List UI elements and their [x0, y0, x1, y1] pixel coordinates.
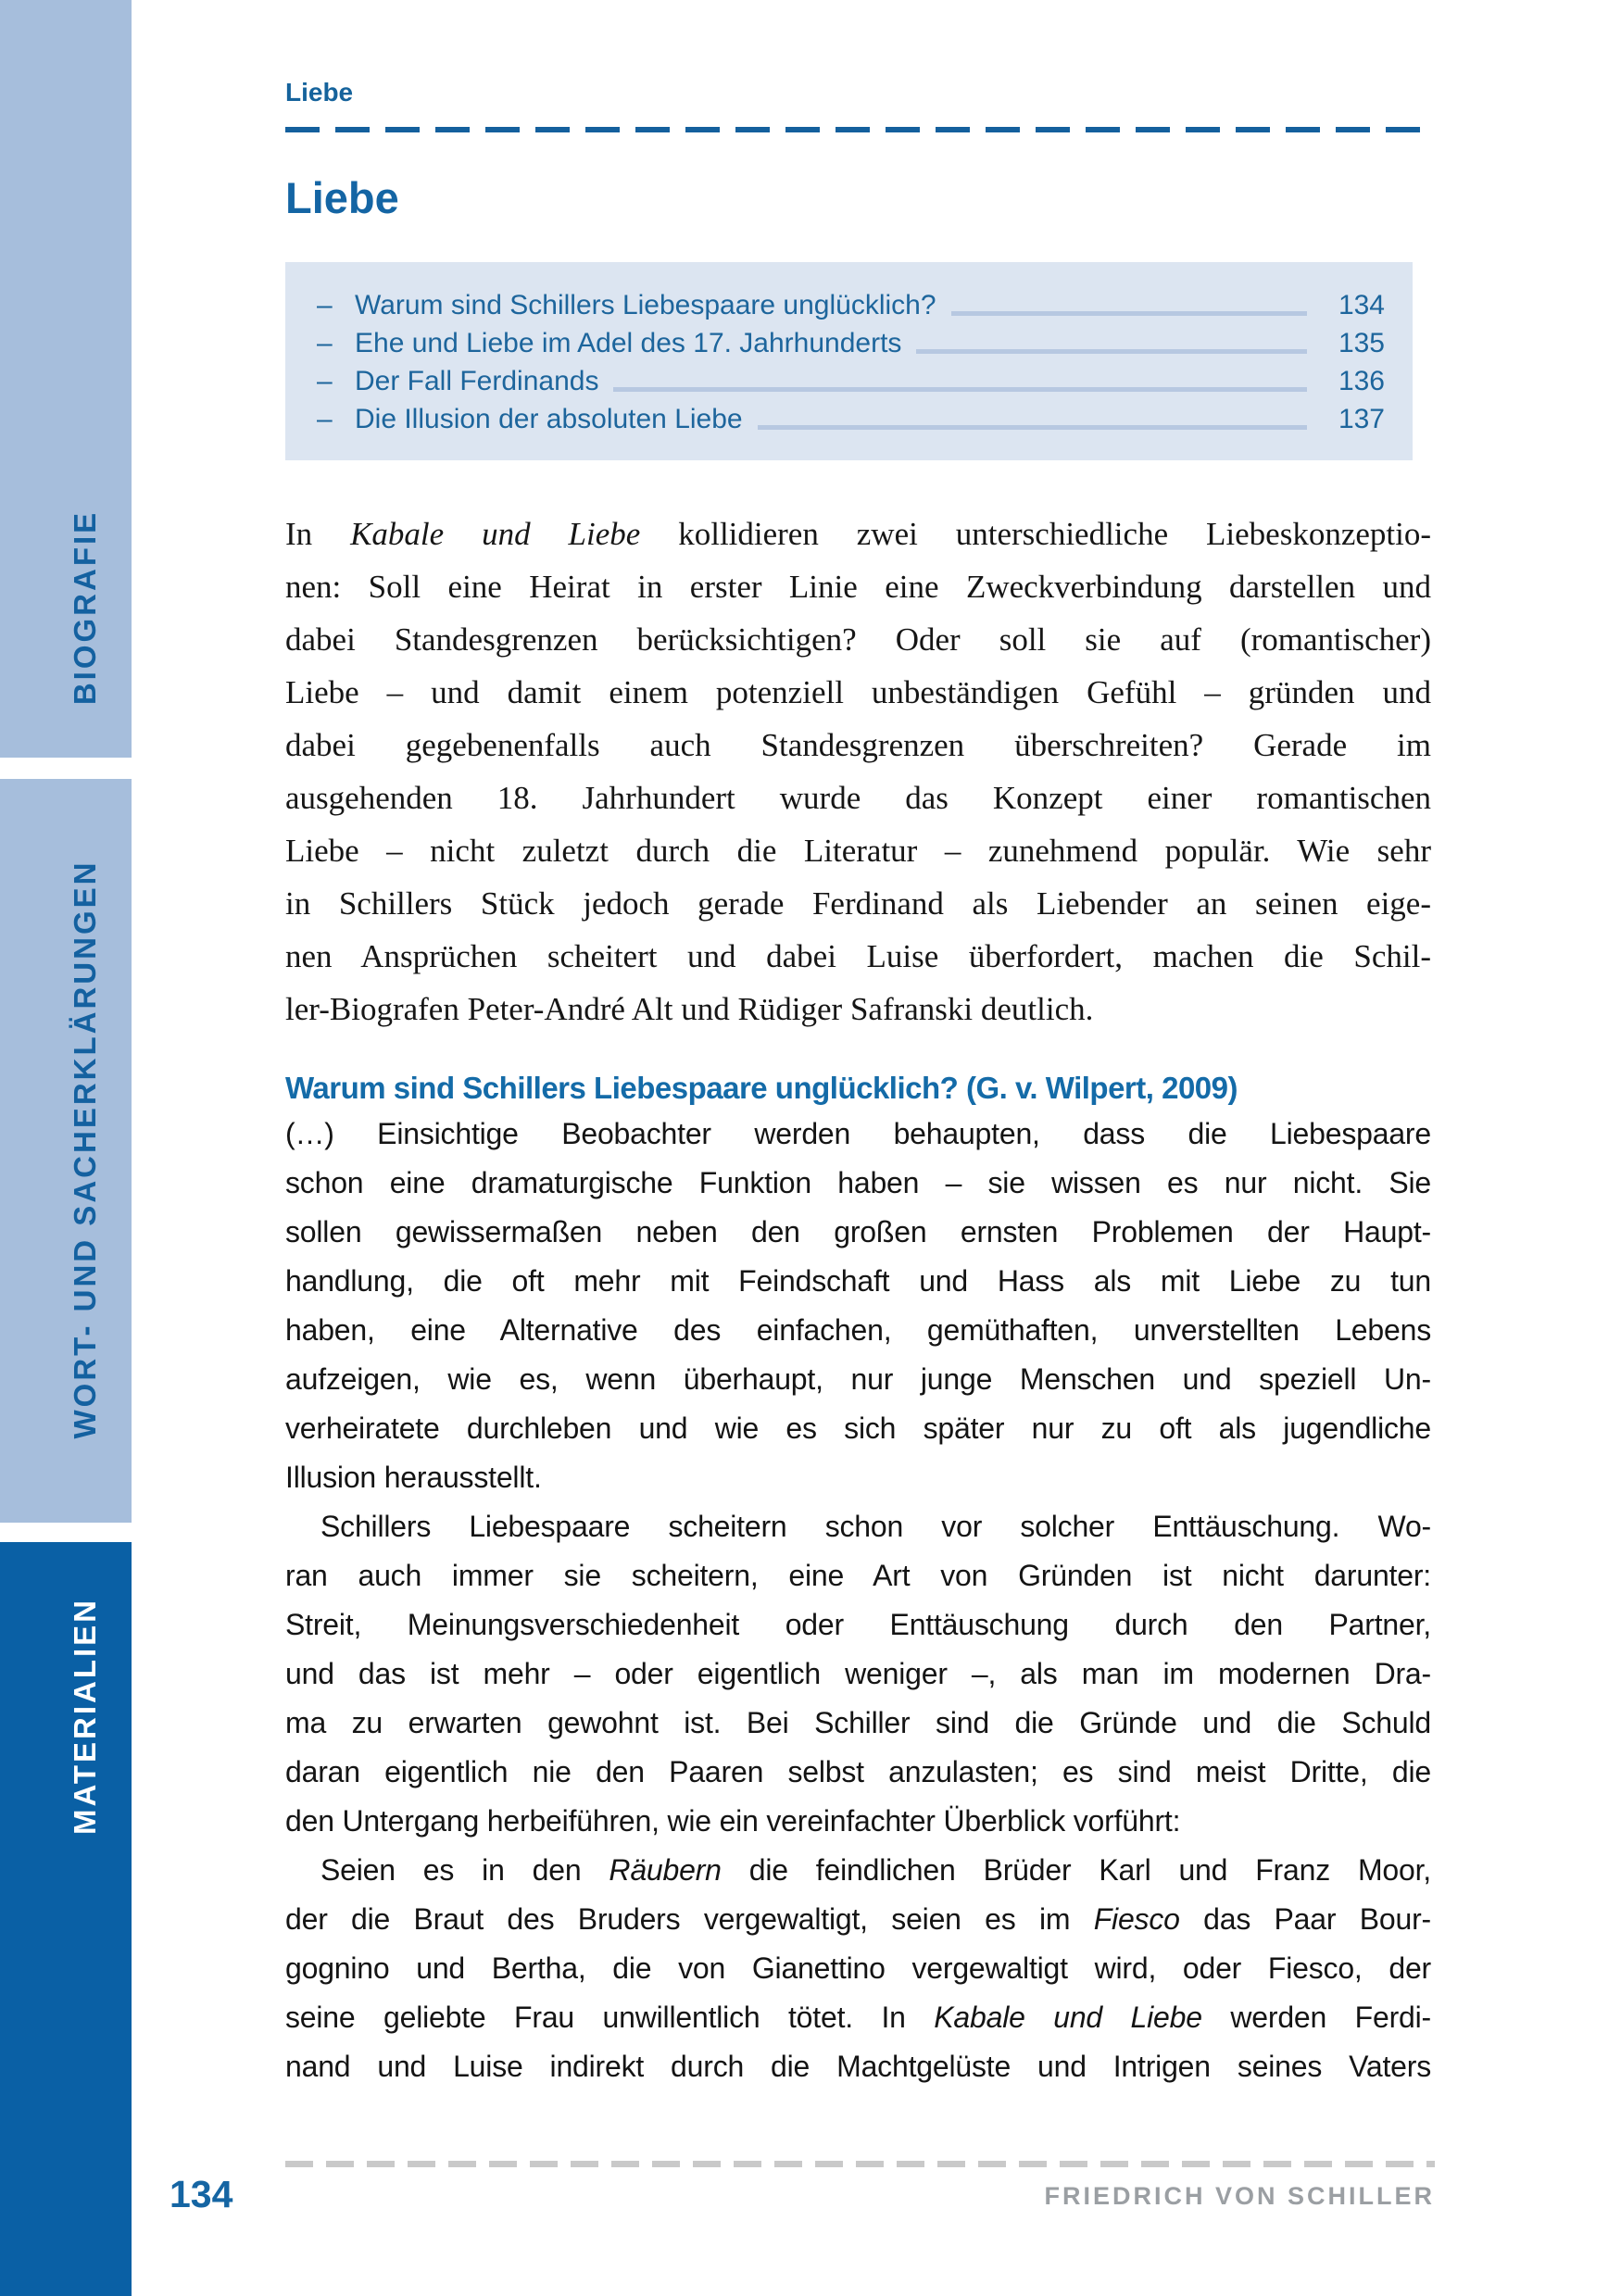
text-line: Illusion herausstellt.: [285, 1461, 542, 1494]
sidebar-tab-wort-und-sacherkl-rungen: [0, 779, 132, 1523]
toc-bullet: –: [317, 404, 333, 434]
intro-paragraph: [285, 508, 1431, 1035]
toc-item-label: Warum sind Schillers Liebespaare unglücklich?: [355, 290, 936, 320]
text-line: Seien es in den Räubern die feindlichen Brüder Karl und Franz Moor,: [320, 1853, 1431, 1887]
text-line: ma zu erwarten gewohnt ist. Bei Schiller sind die Gründe und die Schuld: [285, 1706, 1431, 1739]
toc-leader-line: [916, 349, 1307, 354]
toc-item: [317, 400, 1385, 438]
text-line: verheiratete durchleben und wie es sich später nur zu oft als jugendliche: [285, 1411, 1431, 1445]
paragraph: [285, 1846, 1431, 2091]
toc-page-number: 134: [1338, 290, 1385, 320]
toc-bullet: –: [317, 328, 333, 358]
text-line: dabei Standesgrenzen berücksichtigen? Oder soll sie auf (romantischer): [285, 621, 1431, 658]
text-line: sollen gewissermaßen neben den großen ernsten Problemen der Haupt-: [285, 1215, 1431, 1248]
toc-bullet: –: [317, 290, 333, 320]
toc-item-label: Die Illusion der absoluten Liebe: [355, 404, 743, 434]
text-line: Streit, Meinungsverschiedenheit oder Enttäuschung durch den Partner,: [285, 1608, 1431, 1641]
text-line: den Untergang herbeiführen, wie ein vereinfachter Überblick vorführt:: [285, 1804, 1181, 1838]
toc-leader-line: [951, 311, 1307, 316]
toc-item-label: Ehe und Liebe im Adel des 17. Jahrhunderts: [355, 328, 902, 358]
text-line: gognino und Bertha, die von Gianettino vergewaltigt wird, oder Fiesco, der: [285, 1951, 1431, 1985]
text-line: ran auch immer sie scheitern, eine Art von Gründen ist nicht darunter:: [285, 1559, 1431, 1592]
sidebar-tab-label: MATERIALIEN: [68, 1597, 102, 1836]
toc-box: [285, 262, 1413, 460]
sidebar-tab-materialien: [0, 1542, 132, 2296]
text-line: nen: Soll eine Heirat in erster Linie eine Zweckverbindung darstellen und: [285, 569, 1431, 605]
text-line: Liebe – nicht zuletzt durch die Literatur – zunehmend populär. Wie sehr: [285, 833, 1431, 869]
text-line: dabei gegebenenfalls auch Standesgrenzen überschreiten? Gerade im: [285, 727, 1431, 763]
text-line: nand und Luise indirekt durch die Machtgelüste und Intrigen seines Vaters: [285, 2050, 1431, 2083]
header-dashed-rule: [285, 127, 1435, 132]
toc-item: [317, 324, 1385, 362]
text-line: nen Ansprüchen scheitert und dabei Luise überfordert, machen die Schil-: [285, 938, 1431, 974]
toc-item: [317, 362, 1385, 400]
text-line: Schillers Liebespaare scheitern schon vor solcher Enttäuschung. Wo-: [320, 1510, 1431, 1543]
page-title: Liebe: [285, 173, 399, 222]
toc-item: [317, 286, 1385, 324]
text-line: aufzeigen, wie es, wenn überhaupt, nur junge Menschen und speziell Un-: [285, 1362, 1431, 1396]
toc-bullet: –: [317, 366, 333, 396]
text-line: in Schillers Stück jedoch gerade Ferdinand als Liebender an seinen eige-: [285, 885, 1431, 922]
footer-dashed-rule: [285, 2161, 1435, 2167]
footer-author-label: FRIEDRICH VON SCHILLER: [1044, 2182, 1435, 2210]
sidebar-tab-label: BIOGRAFIE: [68, 509, 102, 706]
quote-text-block: [285, 1110, 1431, 2091]
text-line: daran eigentlich nie den Paaren selbst anzulasten; es sind meist Dritte, die: [285, 1755, 1431, 1788]
text-line: In Kabale und Liebe kollidieren zwei unterschiedliche Liebeskonzeptio-: [285, 516, 1431, 552]
text-line: schon eine dramaturgische Funktion haben – sie wissen es nur nicht. Sie: [285, 1166, 1431, 1199]
text-line: der die Braut des Bruders vergewaltigt, seien es im Fiesco das Paar Bour-: [285, 1902, 1431, 1936]
paragraph: [285, 1110, 1431, 1502]
text-line: ausgehenden 18. Jahrhundert wurde das Konzept einer romantischen: [285, 780, 1431, 816]
text-line: und das ist mehr – oder eigentlich weniger –, als man im modernen Dra-: [285, 1657, 1431, 1690]
text-line: seine geliebte Frau unwillentlich tötet. In Kabale und Liebe werden Ferdi-: [285, 2001, 1432, 2034]
toc-page-number: 135: [1338, 328, 1385, 358]
text-line: Liebe – und damit einem potenziell unbeständigen Gefühl – gründen und: [285, 674, 1431, 710]
toc-page-number: 137: [1338, 404, 1385, 434]
toc-item-label: Der Fall Ferdinands: [355, 366, 599, 396]
footer-page-number: 134: [170, 2173, 233, 2215]
toc-page-number: 136: [1338, 366, 1385, 396]
text-line: ler-Biografen Peter-André Alt und Rüdiger Safranski deutlich.: [285, 991, 1094, 1027]
section-heading: Warum sind Schillers Liebespaare unglücklich? (G. v. Wilpert, 2009): [285, 1071, 1238, 1105]
text-line: handlung, die oft mehr mit Feindschaft und Hass als mit Liebe zu tun: [285, 1264, 1431, 1298]
text-line: haben, eine Alternative des einfachen, gemüthaften, unverstellten Lebens: [285, 1313, 1431, 1347]
sidebar-tab-label: WORT- UND SACHERKLÄRUNGEN: [68, 859, 102, 1439]
toc-leader-line: [613, 387, 1307, 392]
text-line: (…) Einsichtige Beobachter werden behaupten, dass die Liebespaare: [285, 1117, 1431, 1150]
running-header: Liebe: [285, 78, 354, 107]
sidebar-tab-biografie: [0, 0, 132, 758]
toc-leader-line: [758, 425, 1307, 430]
paragraph: [285, 1502, 1431, 1846]
